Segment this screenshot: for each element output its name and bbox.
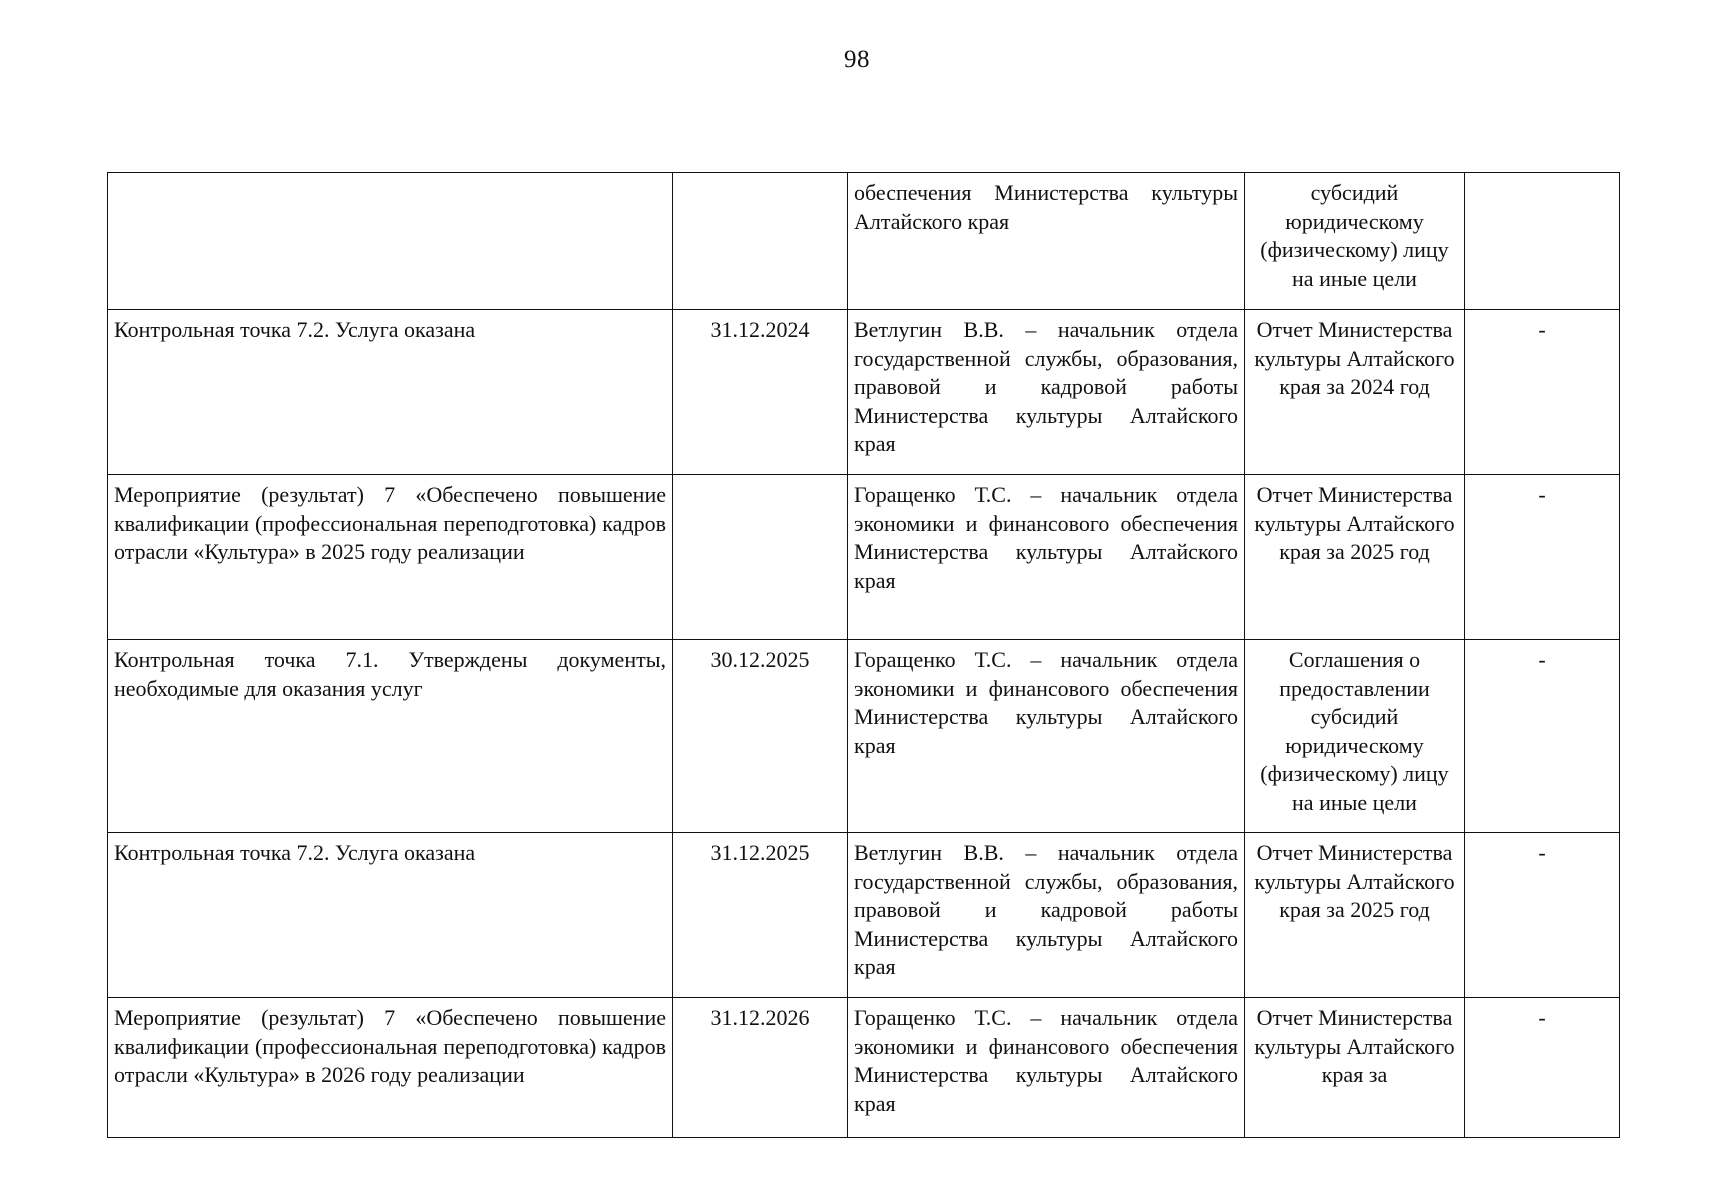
cell-note: - — [1465, 833, 1620, 998]
cell-note: - — [1465, 475, 1620, 640]
table-row — [108, 173, 1620, 310]
cell-event-name: Контрольная точка 7.2. Услуга оказана — [108, 833, 673, 998]
table-row — [108, 998, 1620, 1138]
cell-responsible: Горащенко Т.С. – начальник отдела экономики и финансового обеспечения Министерства культуры Алтайского края — [848, 475, 1245, 640]
cell-responsible: Горащенко Т.С. – начальник отдела экономики и финансового обеспечения Министерства культуры Алтайского края — [848, 640, 1245, 833]
cell-document: Отчет Министерства культуры Алтайского края за 2025 год — [1245, 833, 1465, 998]
table-row — [108, 310, 1620, 475]
table-row — [108, 475, 1620, 640]
cell-document: Отчет Министерства культуры Алтайского края за — [1245, 998, 1465, 1138]
cell-note: - — [1465, 310, 1620, 475]
page-number: 98 — [844, 46, 870, 73]
cell-due-date — [673, 173, 848, 310]
cell-due-date: 31.12.2024 — [673, 310, 848, 475]
cell-responsible: обеспечения Министерства культуры Алтайского края — [848, 173, 1245, 310]
cell-due-date: 31.12.2025 — [673, 833, 848, 998]
cell-responsible: Горащенко Т.С. – начальник отдела экономики и финансового обеспечения Министерства культуры Алтайского края — [848, 998, 1245, 1138]
plan-table — [107, 172, 1620, 1138]
cell-event-name: Мероприятие (результат) 7 «Обеспечено повышение квалификации (профессиональная переподготовка) кадров отрасли «Культура» в 2026 году реализации — [108, 998, 673, 1138]
cell-document: Отчет Министерства культуры Алтайского края за 2025 год — [1245, 475, 1465, 640]
cell-event-name: Мероприятие (результат) 7 «Обеспечено повышение квалификации (профессиональная переподготовка) кадров отрасли «Культура» в 2025 году реализации — [108, 475, 673, 640]
cell-due-date: 31.12.2026 — [673, 998, 848, 1138]
cell-due-date — [673, 475, 848, 640]
cell-event-name — [108, 173, 673, 310]
cell-note: - — [1465, 998, 1620, 1138]
cell-document: Соглашения о предоставлении субсидий юридическому (физическому) лицу на иные цели — [1245, 640, 1465, 833]
cell-note — [1465, 173, 1620, 310]
cell-due-date: 30.12.2025 — [673, 640, 848, 833]
table-row — [108, 640, 1620, 833]
cell-note: - — [1465, 640, 1620, 833]
cell-event-name: Контрольная точка 7.2. Услуга оказана — [108, 310, 673, 475]
cell-document: субсидий юридическому (физическому) лицу на иные цели — [1245, 173, 1465, 310]
cell-responsible: Ветлугин В.В. – начальник отдела государственной службы, образования, правовой и кадровой работы Министерства культуры Алтайского края — [848, 310, 1245, 475]
cell-document: Отчет Министерства культуры Алтайского края за 2024 год — [1245, 310, 1465, 475]
table-row — [108, 833, 1620, 998]
cell-responsible: Ветлугин В.В. – начальник отдела государственной службы, образования, правовой и кадровой работы Министерства культуры Алтайского края — [848, 833, 1245, 998]
cell-event-name: Контрольная точка 7.1. Утверждены документы, необходимые для оказания услуг — [108, 640, 673, 833]
